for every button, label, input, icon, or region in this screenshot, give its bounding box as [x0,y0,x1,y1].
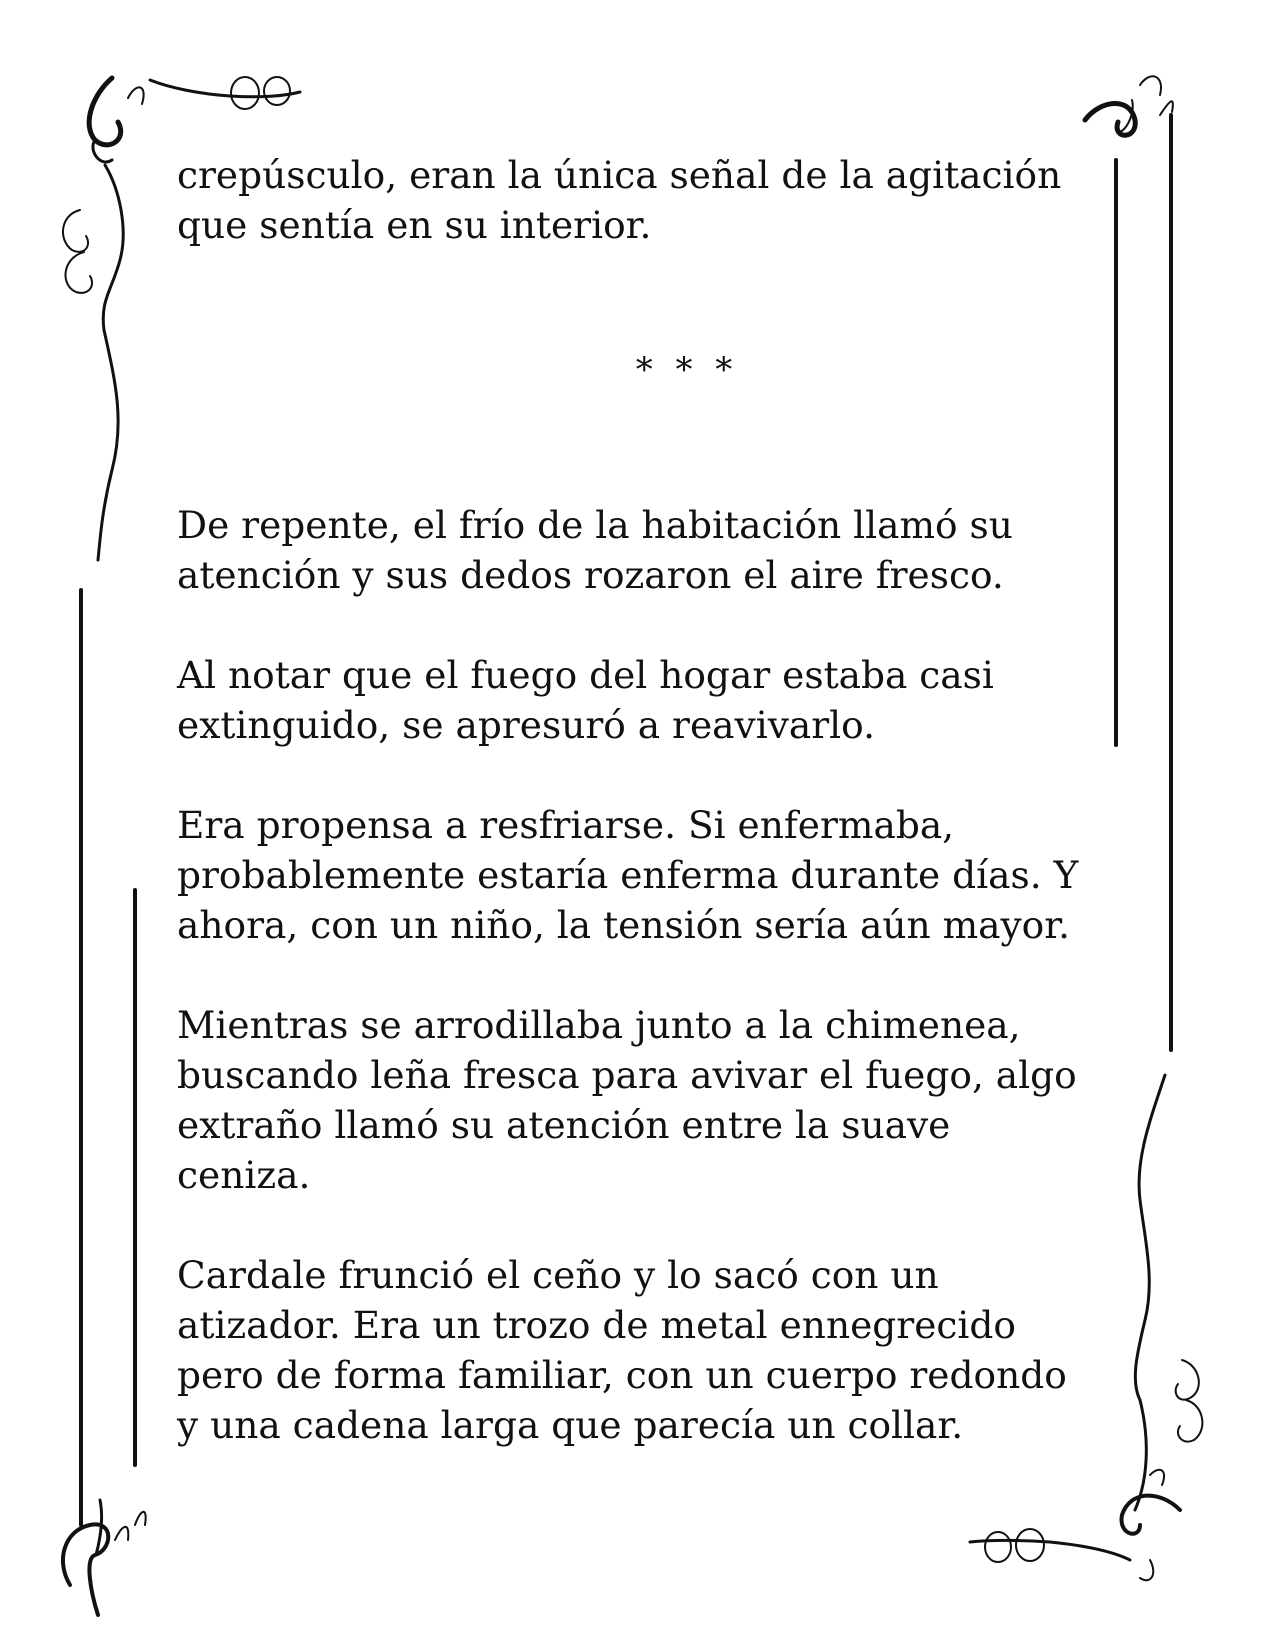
paragraph-3: Era propensa a resfriarse. Si enfermaba, probablemente estaría enferma durante días. Y ahora, con un niño, la tensión sería aún mayor. [177,803,1079,947]
bottom-left-flourish [63,1500,146,1615]
paragraph-2: Al notar que el fuego del hogar estaba casi extinguido, se apresuró a reavivarlo. [177,653,994,747]
top-right-flourish [1085,76,1173,135]
opening-paragraph: crepúsculo, eran la única señal de la agitación que sentía en su interior. [177,153,1062,247]
page-text [177,150,1117,1447]
scene-break: * * * [635,350,739,390]
paragraph-4: Mientras se arrodillaba junto a la chimenea, buscando leña fresca para avivar el fuego, algo extraño llamó su atención entre la suave ceniza. [177,1003,1077,1197]
paragraph-1: De repente, el frío de la habitación llamó su atención y sus dedos rozaron el aire fresco. [177,503,1013,597]
body-paragraphs [177,500,1117,1450]
paragraph-5: Cardale frunció el ceño y lo sacó con un atizador. Era un trozo de metal ennegrecido pero de forma familiar, con un cuerpo redondo y una cadena larga que parecía un collar. [177,1253,1067,1447]
